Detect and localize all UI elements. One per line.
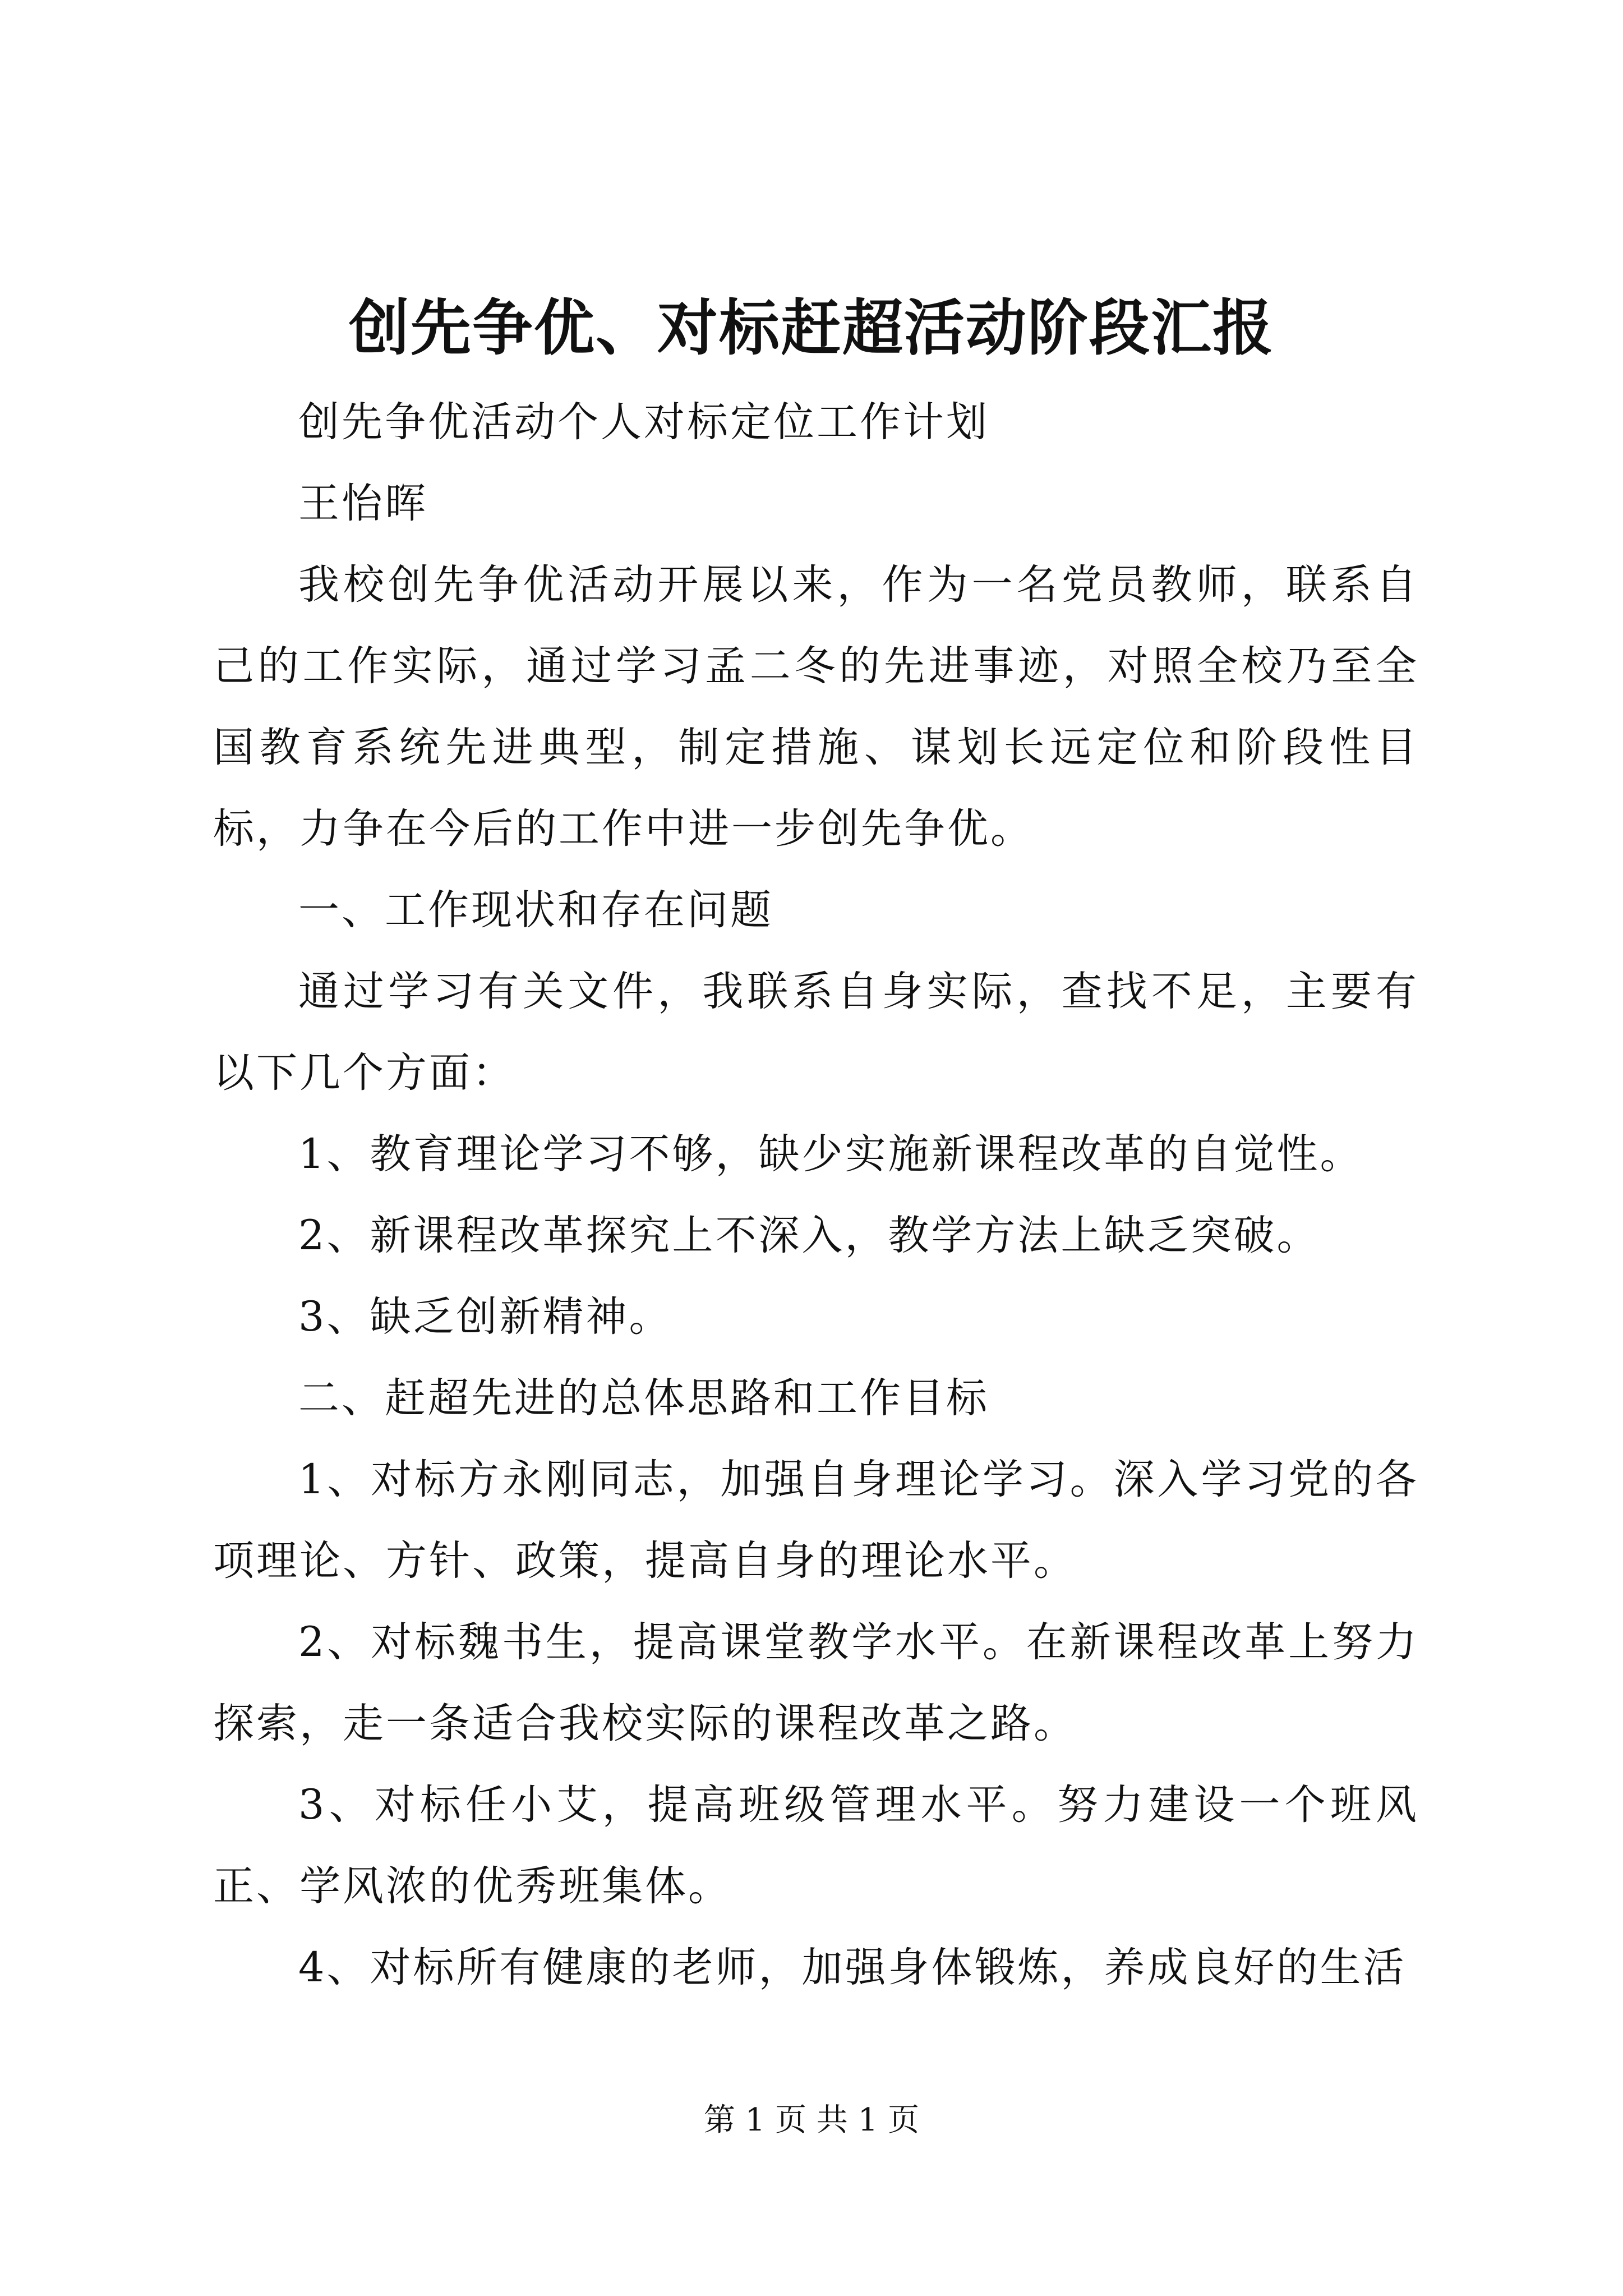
paragraph: 我校创先争优活动开展以来，作为一名党员教师，联系自己的工作实际，通过学习孟二冬的先进事迹，对照全校乃至全国教育系统先进典型，制定措施、谋划长远定位和阶段性目标，力争在今后的工作中进一步创先争优。	[213, 561, 1419, 853]
list-item: 1、对标方永刚同志，加强自身理论学习。深入学习党的各项理论、方针、政策，提高自身的理论水平。	[213, 1456, 1419, 1585]
paragraph: 通过学习有关文件，我联系自身实际，查找不足，主要有以下几个方面：	[213, 968, 1419, 1097]
list-item: 2、对标魏书生，提高课堂教学水平。在新课程改革上努力探索，走一条适合我校实际的课程改革之路。	[213, 1618, 1419, 1747]
document-body	[213, 381, 1419, 2008]
list-item: 3、缺乏创新精神。	[298, 1293, 672, 1341]
document-title: 创先争优、对标赶超活动阶段汇报	[348, 293, 1274, 364]
author-line: 王怡晖	[298, 480, 428, 527]
subtitle-line: 创先争优活动个人对标定位工作计划	[298, 398, 989, 446]
section-heading: 二、赶超先进的总体思路和工作目标	[298, 1374, 989, 1422]
list-item: 2、新课程改革探究上不深入，教学方法上缺乏突破。	[298, 1212, 1320, 1259]
list-item: 3、对标任小艾，提高班级管理水平。努力建设一个班风正、学风浓的优秀班集体。	[213, 1781, 1419, 1910]
page-footer: 第 1 页 共 1 页	[703, 2102, 920, 2138]
list-item: 1、教育理论学习不够，缺少实施新课程改革的自觉性。	[298, 1130, 1363, 1178]
list-item: 4、对标所有健康的老师，加强身体锻炼，养成良好的生活	[298, 1944, 1407, 1991]
section-heading: 一、工作现状和存在问题	[298, 886, 773, 934]
